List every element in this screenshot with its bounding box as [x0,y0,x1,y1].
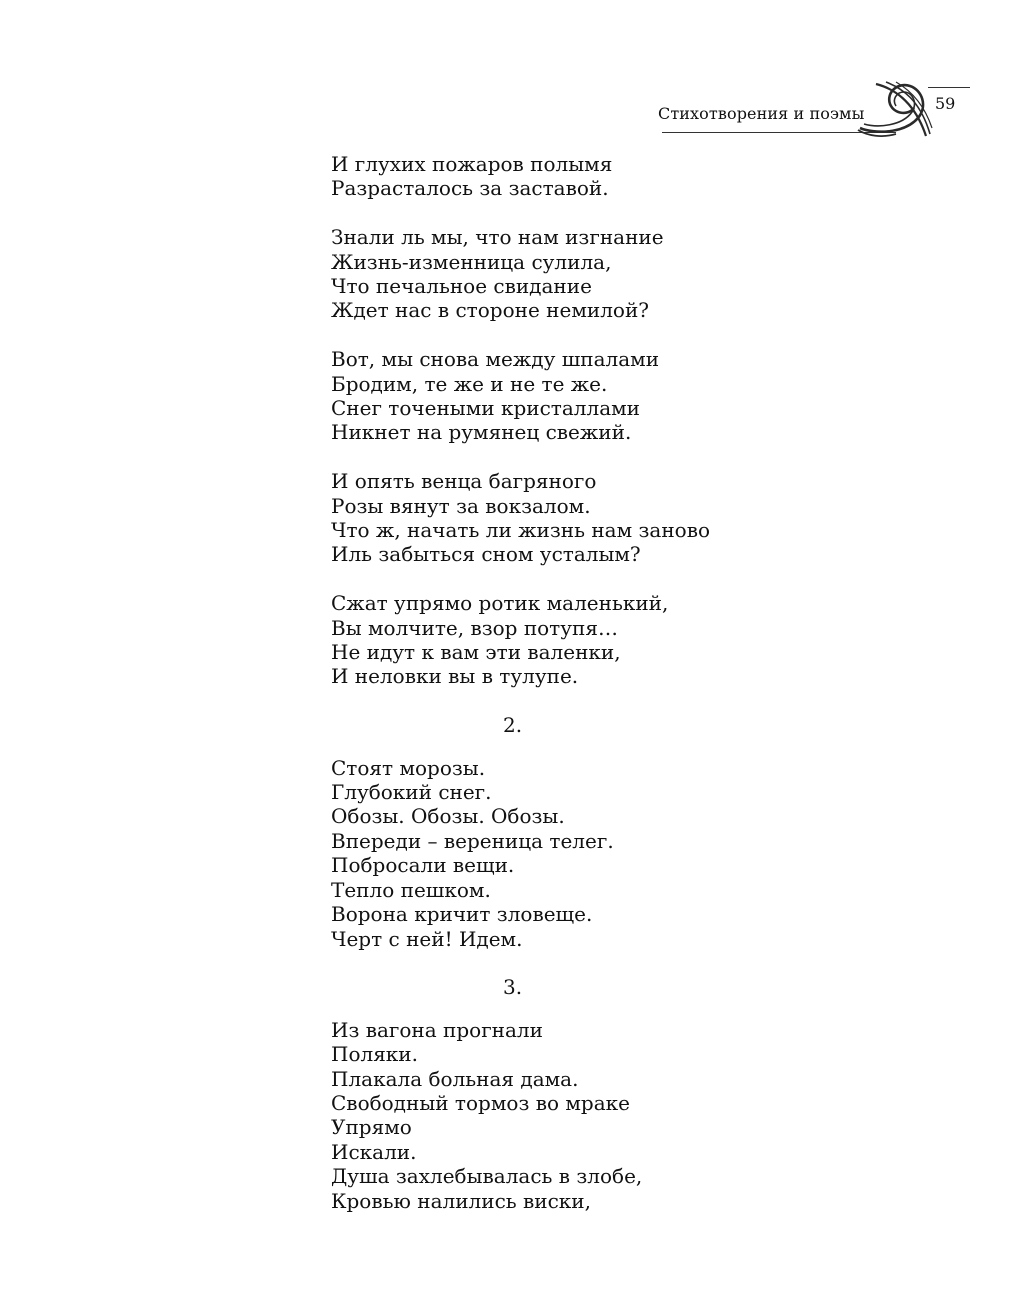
verse-line: Стоят морозы. [331,755,486,780]
page-number: 59 [935,94,956,113]
verse-line: Глубокий снег. [331,780,492,805]
stanza [331,347,851,445]
verse-line: Искали. [331,1139,417,1164]
verse-line: Вот, мы снова между шпалами [331,347,660,372]
section-3-stanza [331,1018,851,1213]
verse-line: Сжат упрямо ротик маленький, [331,591,669,616]
verse-line: Упрямо [331,1115,412,1140]
verse-line: Поляки. [331,1042,418,1067]
verse-line: Бродим, те же и не те же. [331,371,608,396]
verse-line: Снег точеными кристаллами [331,396,641,421]
verse-line: Знали ль мы, что нам изгнание [331,225,664,250]
verse-line: И неловки вы в тулупе. [331,664,579,689]
verse-line: Из вагона прогнали [331,1017,543,1042]
stanza [331,152,851,201]
verse-line: Что ж, начать ли жизнь нам заново [331,518,711,543]
verse-line: Розы вянут за вокзалом. [331,493,591,518]
verse-line: Ворона кричит зловеще. [331,902,593,927]
verse-line: Никнет на румянец свежий. [331,420,632,445]
verse-line: Побросали вещи. [331,853,515,878]
verse-line: Не идут к вам эти валенки, [331,640,621,665]
poem-part-1 [331,152,851,689]
verse-line: Черт с ней! Идем. [331,926,523,951]
section-number-2: 2. [503,713,523,738]
verse-line: Иль забыться сном усталым? [331,542,641,567]
verse-line: И глухих пожаров полымя [331,152,613,176]
swirl-ornament-icon [856,78,936,140]
verse-line: Душа захлебывалась в злобе, [331,1164,643,1189]
section-number-3: 3. [503,975,523,1000]
verse-line: Впереди – вереница телег. [331,828,614,853]
verse-line: Что печальное свидание [331,274,592,299]
verse-line: Плакала больная дама. [331,1066,579,1091]
verse-line: Кровью налились виски, [331,1188,591,1213]
stanza [331,591,851,689]
stanza [331,225,851,323]
verse-line: Обозы. Обозы. Обозы. [331,804,565,829]
poem-body [331,152,851,1237]
verse-line: Вы молчите, взор потупя… [331,615,618,640]
verse-line: Тепло пешком. [331,877,491,902]
section-2-stanza [331,756,851,951]
verse-line: Ждет нас в стороне немилой? [331,298,649,323]
running-title: Стихотворения и поэмы [658,104,865,123]
verse-line: И опять венца багряного [331,469,597,494]
verse-line: Свободный тормоз во мраке [331,1090,630,1115]
verse-line: Жизнь-изменница сулила, [331,249,612,274]
verse-line: Разрасталось за заставой. [331,176,609,201]
stanza [331,469,851,567]
